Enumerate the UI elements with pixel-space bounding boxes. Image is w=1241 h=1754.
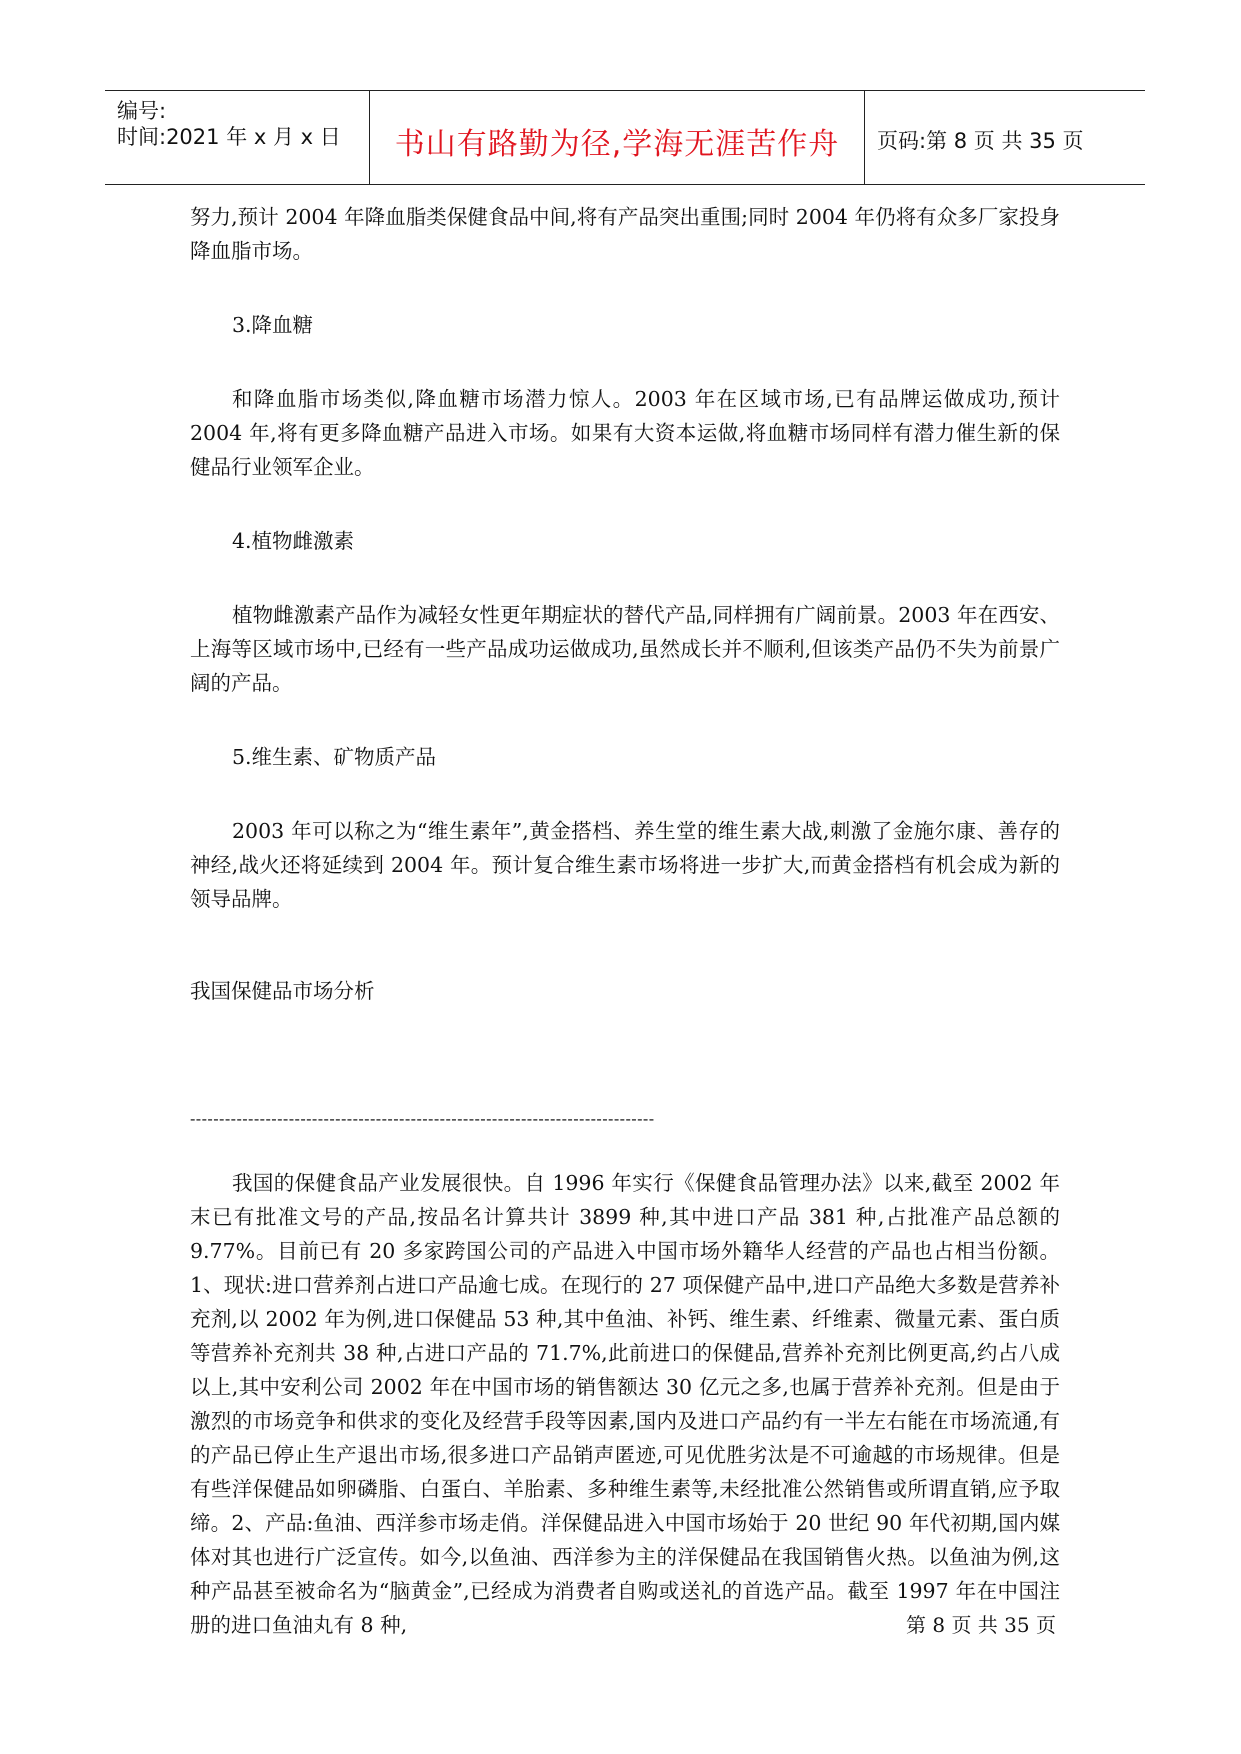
heading-5: 5.维生素、矿物质产品 (232, 745, 437, 769)
header-page-info: 页码:第 8 页 共 35 页 (877, 129, 1084, 153)
paragraph-3: 和降血脂市场类似,降血糖市场潜力惊人。2003 年在区域市场,已有品牌运做成功,预计 2004 年,将有更多降血糖产品进入市场。如果有大资本运做,将血糖市场同样有潜力催生新的保健品行业领军企业。 (190, 387, 1060, 479)
document-body (190, 200, 1060, 1642)
page-footer: 第 8 页 共 35 页 (906, 1613, 1056, 1637)
header-motto: 书山有路勤为径,学海无涯苦作舟 (394, 127, 840, 162)
dash-separator: -------------------------------------------------------------------------------- (190, 1109, 655, 1128)
paragraph-long: 我国的保健食品产业发展很快。自 1996 年实行《保健食品管理办法》以来,截至 2002 年末已有批准文号的产品,按品名计算共计 3899 种,其中进口产品 381 种,占批准产品总额的 9.77%。目前已有 20 多家跨国公司的产品进入中国市场外籍华人经营的产品也占相当份额。1、现状:进口营养剂占进口产品逾七成。在现行的 27 项保健产品中,进口产品绝大多数是营养补充剂,以 2002 年为例,进口保健品 53 种,其中鱼油、补钙、维生素、纤维素、微量元素、蛋白质等营养补充剂共 38 种,占进口产品的 71.7%,此前进口的保健品,营养补充剂比例更高,约占八成以上,其中安利公司 2002 年在中国市场的销售额达 30 亿元之多,也属于营养补充剂。但是由于激烈的市场竞争和供求的变化及经营手段等因素,国内及进口产品约有一半左右能在市场流通,有的产品已停止生产退出市场,很多进口产品销声匿迹,可见优胜劣汰是不可逾越的市场规律。但是有些洋保健品如卵磷脂、白蛋白、羊胎素、多种维生素等,未经批准公然销售或所谓直销,应予取缔。2、产品:鱼油、西洋参市场走俏。洋保健品进入中国市场始于 20 世纪 90 年代初期,国内媒体对其也进行广泛宣传。如今,以鱼油、西洋参为主的洋保健品在我国销售火热。以鱼油为例,这种产品甚至被命名为“脑黄金”,已经成为消费者自购或送礼的首选产品。截至 1997 年在中国注册的进口鱼油丸有 8 种, (190, 1171, 1060, 1637)
document-number-label: 编号: (117, 99, 167, 123)
paragraph-4: 植物雌激素产品作为减轻女性更年期症状的替代产品,同样拥有广阔前景。2003 年在西安、上海等区域市场中,已经有一些产品成功运做成功,虽然成长并不顺利,但该类产品仍不失为前景广阔的产品。 (190, 603, 1060, 695)
heading-4: 4.植物雌激素 (232, 529, 355, 553)
paragraph-continued: 努力,预计 2004 年降血脂类保健食品中间,将有产品突出重围;同时 2004 年仍将有众多厂家投身降血脂市场。 (190, 205, 1060, 263)
header-left-cell (105, 91, 369, 184)
heading-3: 3.降血糖 (232, 313, 314, 337)
section-title: 我国保健品市场分析 (190, 979, 375, 1003)
paragraph-5: 2003 年可以称之为“维生素年”,黄金搭档、养生堂的维生素大战,刺激了金施尔康、善存的神经,战火还将延续到 2004 年。预计复合维生素市场将进一步扩大,而黄金搭档有机会成为新的领导品牌。 (190, 819, 1060, 911)
document-date: 时间:2021 年 x 月 x 日 (117, 125, 341, 149)
page-header (105, 90, 1145, 185)
header-right-cell (865, 91, 1145, 184)
header-middle-cell (369, 91, 865, 184)
